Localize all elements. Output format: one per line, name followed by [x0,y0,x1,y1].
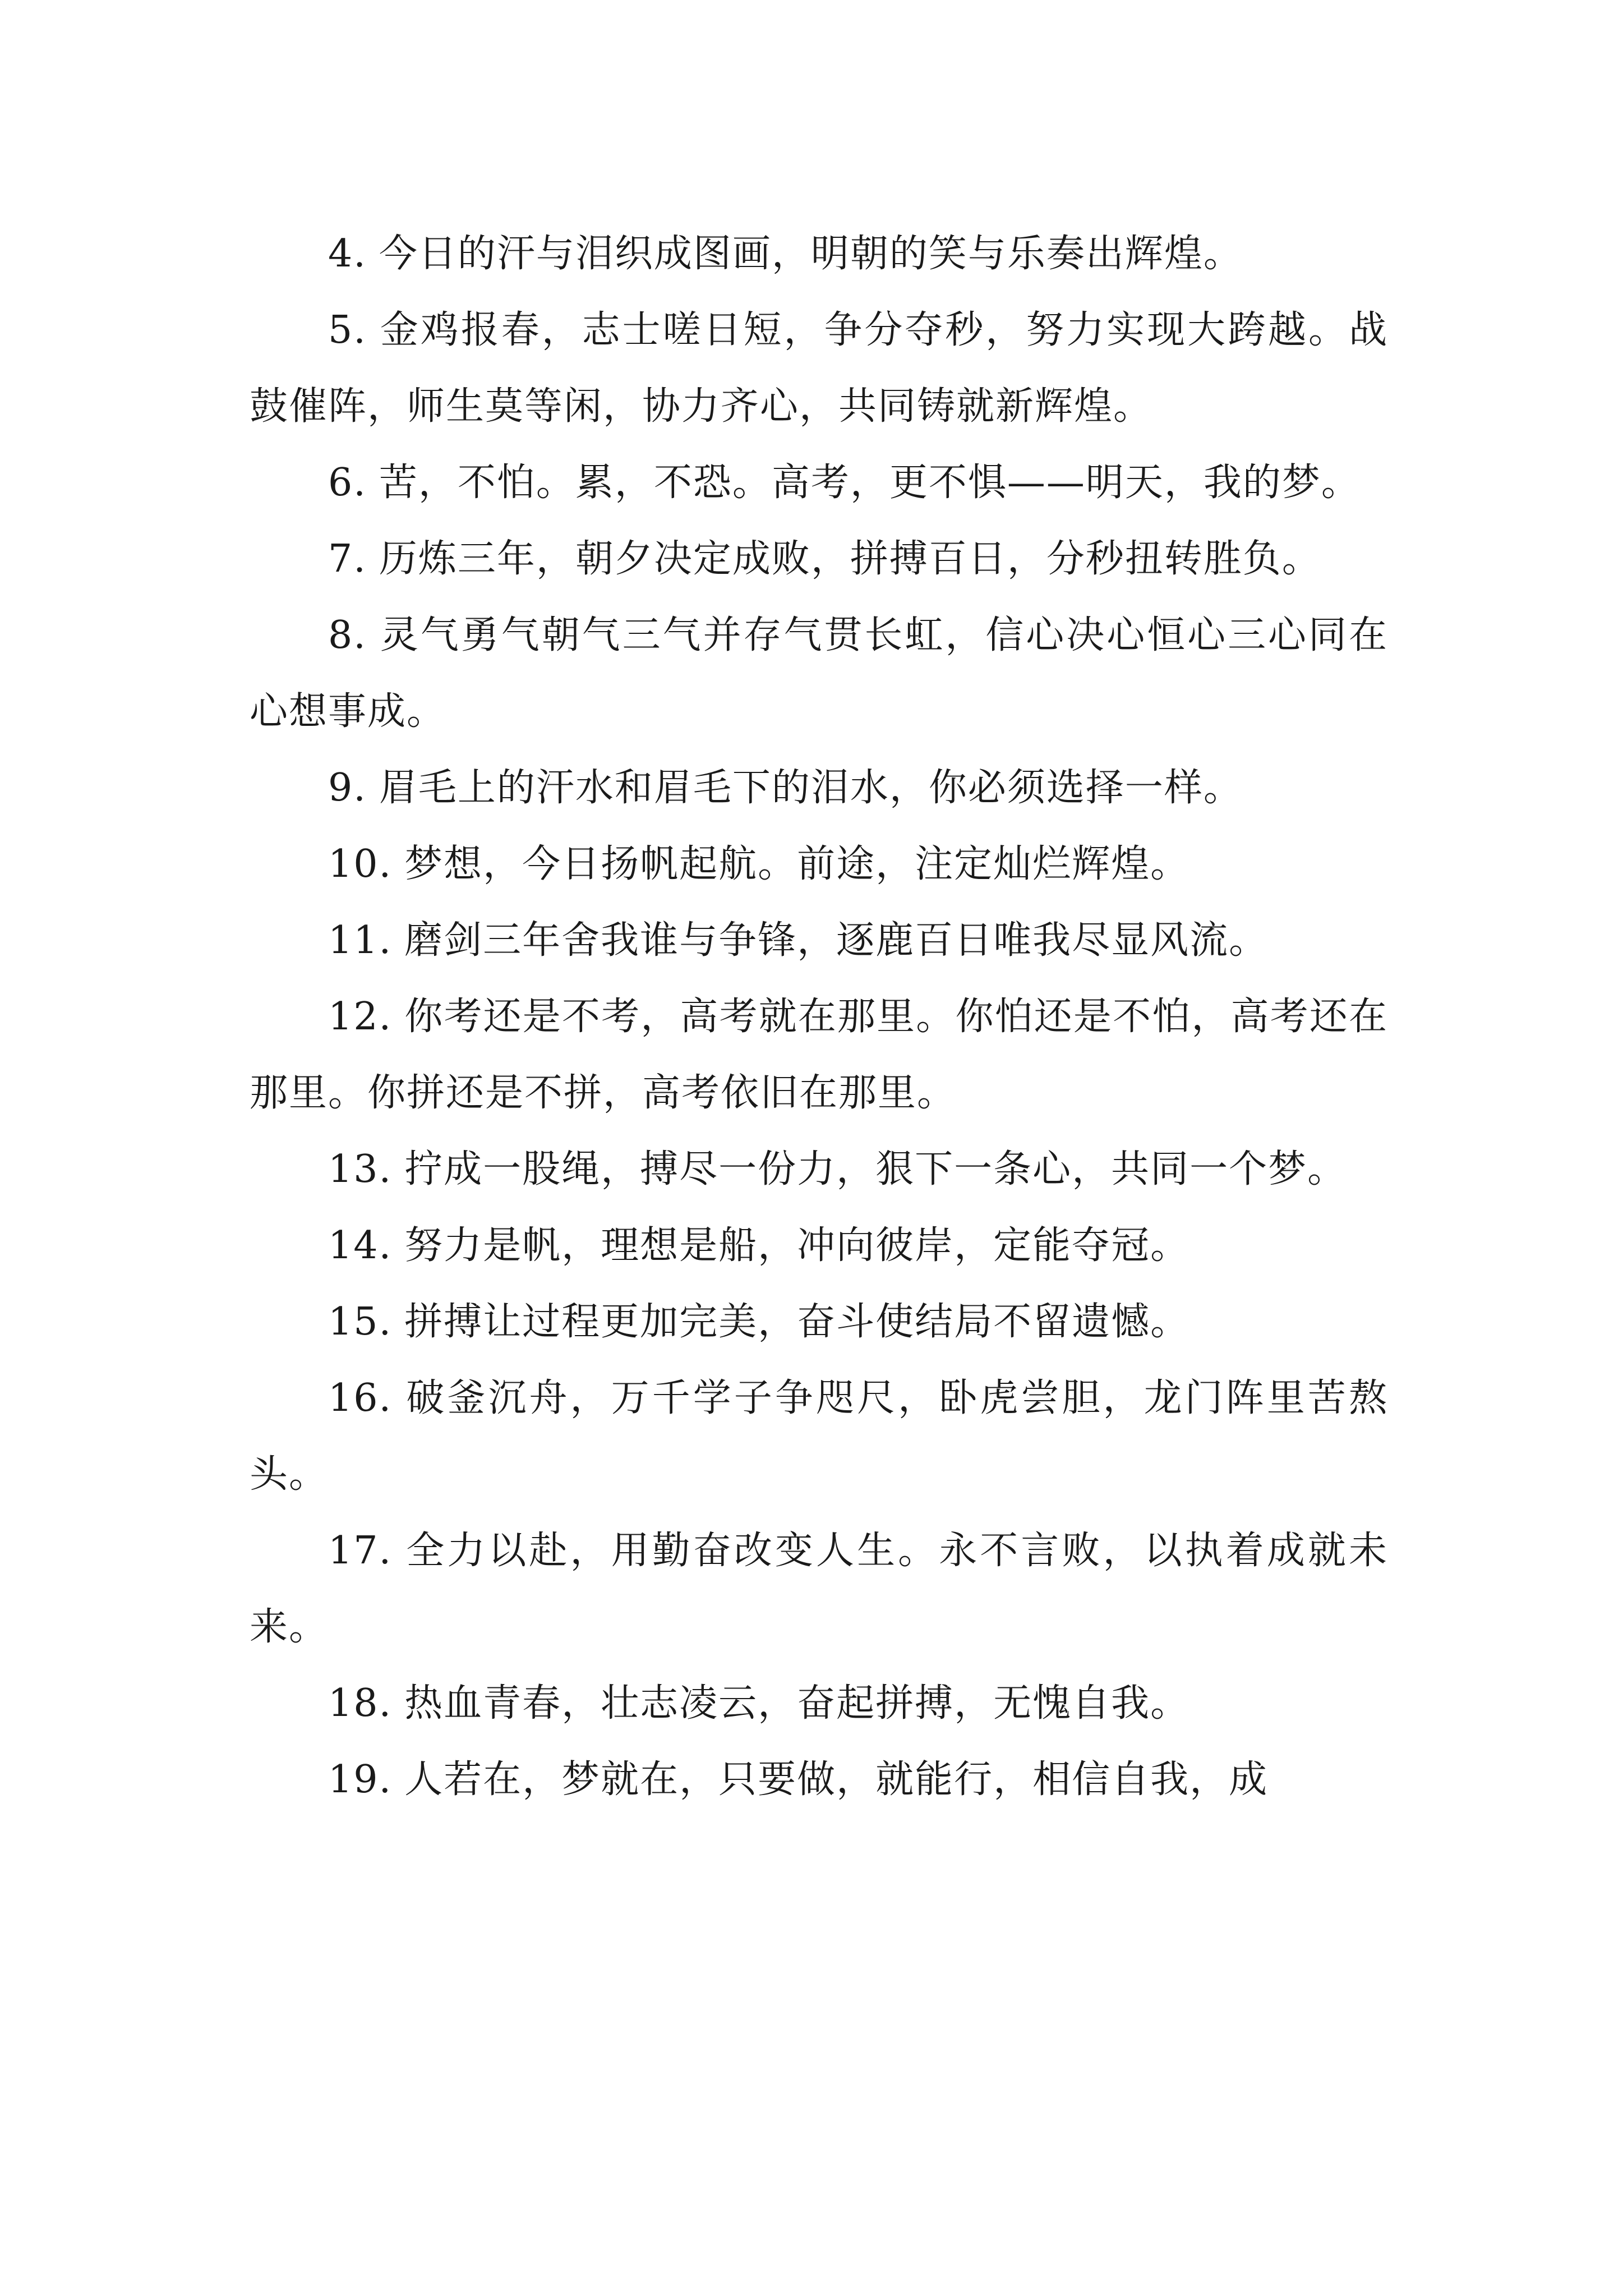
item-number: 10. [328,842,393,886]
list-item [250,1665,1388,1742]
list-item [250,597,1388,750]
item-number: 13. [328,1147,393,1191]
item-text: 磨剑三年舍我谁与争锋，逐鹿百日唯我尽显风流。 [404,918,1269,963]
item-text: 热血青春，壮志凌云，奋起拼搏，无愧自我。 [404,1681,1190,1726]
item-number: 5. [328,308,367,352]
item-number: 11. [328,918,393,963]
list-item [250,1742,1388,1818]
slogan-list [250,216,1388,1818]
item-text: 拧成一股绳，搏尽一份力，狠下一条心，共同一个梦。 [404,1147,1347,1191]
item-text: 梦想，今日扬帆起航。前途，注定灿烂辉煌。 [404,842,1190,886]
item-number: 7. [328,537,367,581]
list-item [250,826,1388,903]
item-text: 今日的汗与泪织成图画，明朝的笑与乐奏出辉煌。 [379,232,1243,276]
item-text: 你考还是不考，高考就在那里。你怕还是不怕，高考还在那里。你拼还是不拼，高考依旧在那里。 [250,995,1388,1115]
list-item [250,292,1388,445]
item-text: 金鸡报春，志士嗟日短，争分夺秒，努力实现大跨越。战鼓催阵，师生莫等闲，协力齐心，共同铸就新辉煌。 [250,308,1388,429]
item-text: 人若在，梦就在，只要做，就能行，相信自我，成 [404,1757,1269,1802]
list-item [250,1360,1388,1513]
list-item [250,1208,1388,1284]
item-text: 眉毛上的汗水和眉毛下的泪水，你必须选择一样。 [379,766,1243,810]
item-text: 历炼三年，朝夕决定成败，拼搏百日，分秒扭转胜负。 [379,537,1321,581]
list-item [250,1131,1388,1208]
item-text: 灵气勇气朝气三气并存气贯长虹，信心决心恒心三心同在心想事成。 [250,613,1388,734]
item-text: 全力以赴，用勤奋改变人生。永不言败，以执着成就未来。 [250,1529,1388,1649]
item-number: 15. [328,1300,393,1344]
list-item [250,979,1388,1131]
list-item [250,216,1388,292]
item-number: 18. [328,1681,393,1726]
item-number: 12. [328,995,393,1039]
list-item [250,445,1388,521]
item-number: 19. [328,1757,393,1802]
list-item [250,1513,1388,1665]
item-text: 拼搏让过程更加完美，奋斗使结局不留遗憾。 [404,1300,1190,1344]
item-number: 16. [328,1376,393,1420]
item-text: 破釜沉舟，万千学子争咫尺，卧虎尝胆，龙门阵里苦熬头。 [250,1376,1388,1497]
item-number: 4. [328,232,367,276]
item-text: 努力是帆，理想是船，冲向彼岸，定能夺冠。 [404,1223,1190,1268]
item-number: 17. [328,1529,393,1573]
list-item [250,750,1388,826]
item-number: 8. [328,613,367,657]
item-text: 苦，不怕。累，不恐。高考，更不惧——明天，我的梦。 [379,461,1361,505]
item-number: 9. [328,766,367,810]
list-item [250,1284,1388,1360]
item-number: 6. [328,461,367,505]
list-item [250,903,1388,979]
list-item [250,521,1388,597]
item-number: 14. [328,1223,393,1268]
